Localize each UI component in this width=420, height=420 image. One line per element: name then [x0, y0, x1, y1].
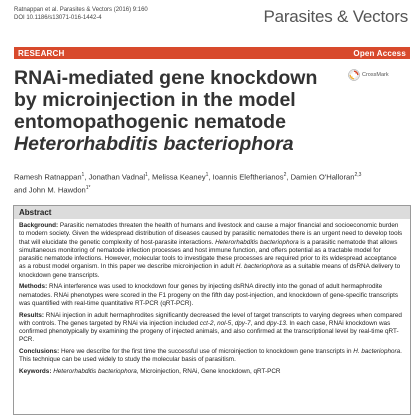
species-name: H. bacteriophora: [353, 348, 401, 355]
background-text: is a parasitic nematode that allows simultaneous monitoring of nematode infection processes and host immune function, and offers potential as a tractable model for parasitic nematode infections. However, molecular tools to investigate these processes are required prior to its widespread acceptance as a robust model organism. In this paper we describe microinjection in adult: [19, 238, 398, 271]
keyword-species: Heterorhabditis bacteriophora: [53, 368, 137, 375]
author-name[interactable]: Melissa Keaney: [152, 172, 206, 182]
gene-name: dpy-13: [266, 319, 286, 327]
author-affiliation: 2: [283, 172, 287, 178]
author-affiliation: 2,3: [354, 172, 362, 178]
abstract-results: [19, 312, 405, 345]
abstract-conclusions: [19, 348, 405, 365]
title-species: Heterorhabditis bacteriophora: [14, 133, 294, 155]
background-text: as a suitable means of dsRNA delivery to knockdown gene transcripts.: [19, 263, 401, 279]
author-name[interactable]: John M. Hawdon: [28, 185, 86, 195]
doi-line: DOI 10.1186/s13071-016-1442-4: [14, 15, 102, 21]
gene-name: nol-5: [217, 319, 232, 327]
author-name[interactable]: Ramesh Ratnappan: [14, 172, 82, 182]
crossmark-label: CrossMark: [362, 72, 389, 78]
gene-name: dpy-7: [234, 319, 251, 327]
article-title: [14, 67, 344, 155]
species-name: H. bacteriophora: [235, 263, 283, 271]
conclusions-text: . This technique can be used widely to study the molecular basis of parasitism.: [19, 348, 402, 364]
author-name[interactable]: Damien O'Halloran: [290, 172, 355, 182]
keywords-text: , Microinjection, RNAi, Gene knockdown, qRT-PCR: [136, 368, 281, 375]
citation-block: [14, 6, 148, 22]
author-affiliation: 1: [145, 172, 148, 178]
section-label: RESEARCH: [18, 48, 65, 58]
results-text: RNAi injection in adult hermaphrodites significantly decreased the level of target transcripts to varying degrees when compared with controls. The genes targeted by RNAi via injection included: [19, 311, 402, 327]
separator: ,: [231, 319, 233, 327]
background-text: Parasitic nematodes threaten the health of humans and livestock and cause a major financial and socioeconomic burden to modern society. Given the widespread distribution of diseases caused by parasitic nematodes there is an urgent need to develop tools that will elucidate the genetic complexity of host-parasite interactions.: [19, 222, 403, 246]
abstract-box: [13, 205, 411, 415]
author-affiliation: 1*: [85, 185, 91, 192]
species-name: Heterorhabditis bacteriophora: [215, 238, 299, 246]
separator: , and: [250, 319, 265, 327]
title-main: RNAi-mediated gene knockdown by microinjection in the model entomopathogenic nematode: [14, 67, 318, 133]
citation-line: Ratnappan et al. Parasites & Vectors (2016) 9:160: [14, 7, 148, 13]
conclusions-text: Here we describe for the first time the successful use of microinjection to knockdown gene transcripts in: [60, 348, 352, 355]
abstract-keywords: [19, 368, 405, 376]
section-banner: [14, 47, 410, 59]
abstract-heading: Abstract: [14, 206, 410, 219]
results-text: . In each case, RNAi knockdown was confirmed phenotypically by examining the progeny of injected animals, and also confirmed at the transcriptional level by real-time qRT-PCR.: [19, 319, 399, 344]
results-label: Results:: [19, 311, 45, 319]
methods-label: Methods:: [19, 283, 48, 291]
gene-name: cct-2: [199, 319, 214, 327]
journal-name: Parasites & Vectors: [263, 7, 408, 26]
crossmark-icon: [348, 69, 360, 81]
author-list: Ramesh Ratnappan$^1$, Jonathan Vadnal$^1$, Melissa Keaney$^1$, Ioannis Eleftherianos$^2$, Damien O'Halloran$^{2,3}$ and John M. Hawdon$^{1*}$: [14, 172, 362, 195]
author-name[interactable]: Jonathan Vadnal: [88, 172, 145, 182]
abstract-body: [14, 219, 410, 376]
author-affiliation: 1: [205, 172, 209, 178]
open-access-label: Open Access: [353, 48, 406, 58]
author-name[interactable]: Ioannis Eleftherianos: [212, 172, 284, 182]
abstract-methods: [19, 283, 405, 308]
methods-text: RNA interference was used to knockdown four genes by injecting dsRNA directly into the gonad of adult hermaphrodite nematodes. RNAi phenotypes were scored in the F1 progeny on the fifth day post-injection, and knockdown of gene-specific transcripts was quantified with real-time quantitative RT-PCR (qRT-PCR).: [19, 283, 399, 307]
author-affiliation: 1: [81, 172, 85, 178]
abstract-background: [19, 222, 405, 280]
keywords-label: Keywords:: [19, 368, 52, 375]
crossmark-badge[interactable]: [348, 69, 389, 81]
background-label: Background:: [19, 222, 59, 229]
separator: ,: [213, 319, 216, 327]
conclusions-label: Conclusions:: [19, 348, 60, 355]
